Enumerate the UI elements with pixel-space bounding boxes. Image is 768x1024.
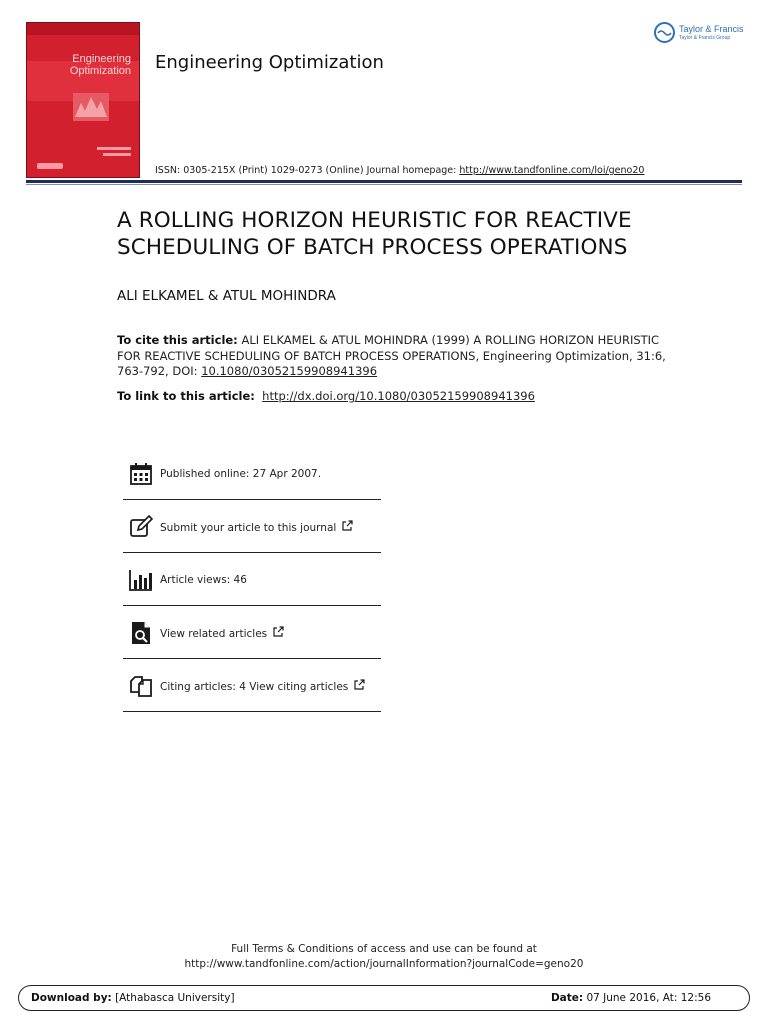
- download-label: Download by:: [31, 992, 112, 1004]
- download-institution: [Athabasca University]: [111, 992, 235, 1004]
- download-date: [551, 992, 711, 1004]
- header-rule: [26, 180, 742, 183]
- submit-article-item[interactable]: [123, 500, 381, 553]
- cover-title: [31, 53, 131, 77]
- cite-text: ALI ELKAMEL & ATUL MOHINDRA (1999) A ROLLING HORIZON HEURISTIC FOR REACTIVE SCHEDULING OF BATCH PROCESS OPERATIONS, Engineering Optimization, 31:6, 763-792, DOI:: [117, 333, 666, 378]
- terms-url[interactable]: http://www.tandfonline.com/action/journalInformation?journalCode=geno20: [184, 958, 584, 970]
- document-search-icon: [127, 619, 155, 647]
- issn-text: ISSN: 0305-215X (Print) 1029-0273 (Online) Journal homepage:: [155, 165, 460, 176]
- cover-top-bar: [27, 23, 139, 35]
- download-by: [31, 992, 235, 1004]
- article-info-list: [123, 447, 381, 712]
- submit-article-link[interactable]: [160, 520, 353, 534]
- external-link-icon: [341, 520, 353, 532]
- date-value: 07 June 2016, At: 12:56: [583, 992, 711, 1004]
- related-articles-item[interactable]: [123, 606, 381, 659]
- article-title: [117, 207, 677, 261]
- issn-line: [155, 165, 644, 176]
- article-views-item: [123, 553, 381, 606]
- edit-pencil-icon: [127, 513, 155, 541]
- citing-articles-item[interactable]: [123, 659, 381, 712]
- cover-title-line2: Optimization: [69, 65, 131, 77]
- publisher-name: Taylor & Francis: [679, 24, 744, 34]
- article-views-text: Article views: 46: [160, 573, 247, 586]
- citing-articles-link[interactable]: [160, 679, 365, 693]
- article-authors: ALI ELKAMEL & ATUL MOHINDRA: [117, 288, 336, 304]
- terms-line1: Full Terms & Conditions of access and use can be found at: [231, 943, 537, 955]
- citation-block: [117, 333, 677, 380]
- publisher-group: Taylor & Francis Group: [679, 35, 731, 41]
- article-title-line1: A ROLLING HORIZON HEURISTIC FOR REACTIVE: [117, 208, 632, 233]
- published-online-text: Published online: 27 Apr 2007.: [160, 467, 322, 480]
- header-rule-thin: [26, 184, 742, 185]
- cite-label: To cite this article:: [117, 333, 238, 347]
- external-link-icon: [272, 626, 284, 638]
- journal-cover: [26, 22, 140, 178]
- journal-homepage-link[interactable]: http://www.tandfonline.com/loi/geno20: [459, 165, 645, 176]
- download-info-bar: [18, 985, 750, 1011]
- article-link-line: [117, 389, 535, 403]
- publisher-circle-icon: [654, 22, 675, 43]
- citing-articles-text: Citing articles: 4 View citing articles: [160, 680, 349, 693]
- cover-art-image: [71, 87, 111, 127]
- article-doi-link[interactable]: http://dx.doi.org/10.1080/03052159908941396: [262, 389, 535, 403]
- date-label: Date:: [550, 992, 584, 1004]
- published-online-item: [123, 447, 381, 500]
- copy-documents-icon: [127, 672, 155, 700]
- publisher-logo[interactable]: [654, 22, 754, 48]
- journal-title[interactable]: Engineering Optimization: [155, 52, 384, 73]
- cover-publisher-logo: [37, 163, 63, 169]
- link-label: To link to this article:: [117, 389, 255, 403]
- calendar-icon: [127, 460, 155, 488]
- submit-article-text: Submit your article to this journal: [160, 521, 337, 534]
- cover-title-line1: Engineering: [72, 53, 131, 65]
- bar-chart-icon: [127, 566, 155, 594]
- related-articles-link[interactable]: [160, 626, 284, 640]
- cover-editor-text: [67, 145, 133, 159]
- cite-doi-link[interactable]: 10.1080/03052159908941396: [201, 364, 378, 378]
- external-link-icon: [353, 679, 365, 691]
- related-articles-text: View related articles: [160, 627, 268, 640]
- terms-notice: [0, 942, 768, 972]
- publisher-wave-icon: [656, 24, 673, 41]
- article-title-line2: SCHEDULING OF BATCH PROCESS OPERATIONS: [117, 235, 628, 260]
